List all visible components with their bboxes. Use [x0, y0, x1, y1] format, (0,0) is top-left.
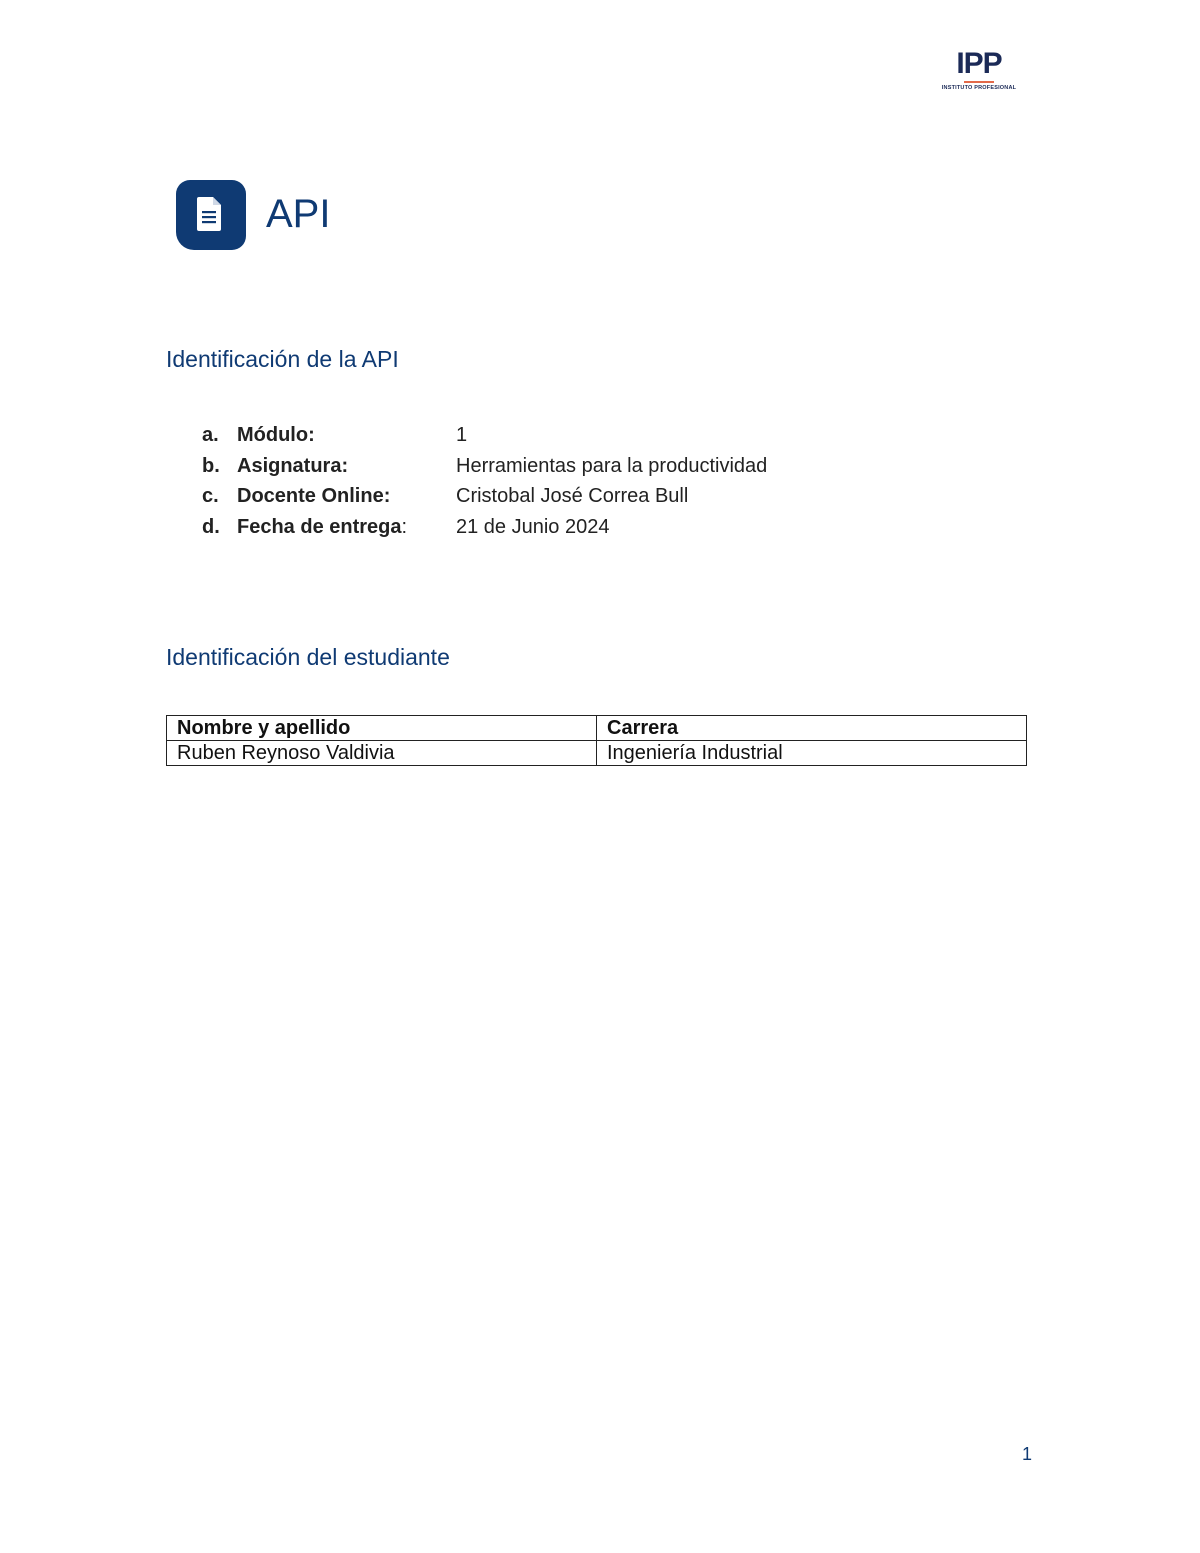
list-marker: b.: [202, 454, 220, 477]
table-cell: Ingeniería Industrial: [597, 741, 1027, 766]
field-value: 1: [456, 424, 468, 446]
field-label: Docente Online:: [237, 485, 391, 507]
field-label: Asignatura:: [237, 454, 349, 477]
logo-subtitle: INSTITUTO PROFESIONAL: [941, 85, 1017, 91]
list-marker: a.: [202, 424, 219, 446]
student-table: [166, 715, 1027, 766]
column-header: Carrera: [597, 716, 1027, 741]
field-value: Cristobal José Correa Bull: [456, 485, 689, 507]
field-label-colon: :: [401, 515, 408, 538]
list-item: [202, 451, 902, 482]
list-marker: d.: [202, 515, 220, 538]
document-icon: [176, 180, 246, 250]
table-header-row: [167, 716, 1027, 741]
section-heading-api: Identificación de la API: [166, 346, 399, 372]
table-cell: Ruben Reynoso Valdivia: [167, 741, 597, 766]
document-title: API: [266, 192, 331, 236]
logo-accent-line: [964, 81, 994, 83]
ipp-logo: [938, 48, 1020, 92]
table-row: [167, 741, 1027, 766]
field-value: 21 de Junio 2024: [456, 515, 610, 538]
api-info-list: [202, 420, 902, 542]
logo-mark: IPP: [956, 47, 1002, 80]
list-item: [202, 481, 902, 512]
column-header: Nombre y apellido: [167, 716, 597, 741]
field-label-text: Fecha de entrega: [237, 515, 402, 538]
field-value: Herramientas para la productividad: [456, 454, 768, 477]
list-item: [202, 512, 902, 543]
list-item: [202, 420, 902, 451]
list-marker: c.: [202, 485, 219, 507]
section-heading-student: Identificación del estudiante: [166, 644, 450, 670]
field-label: [237, 512, 456, 543]
page-number: 1: [1022, 1444, 1033, 1464]
field-label: Módulo:: [237, 424, 315, 446]
